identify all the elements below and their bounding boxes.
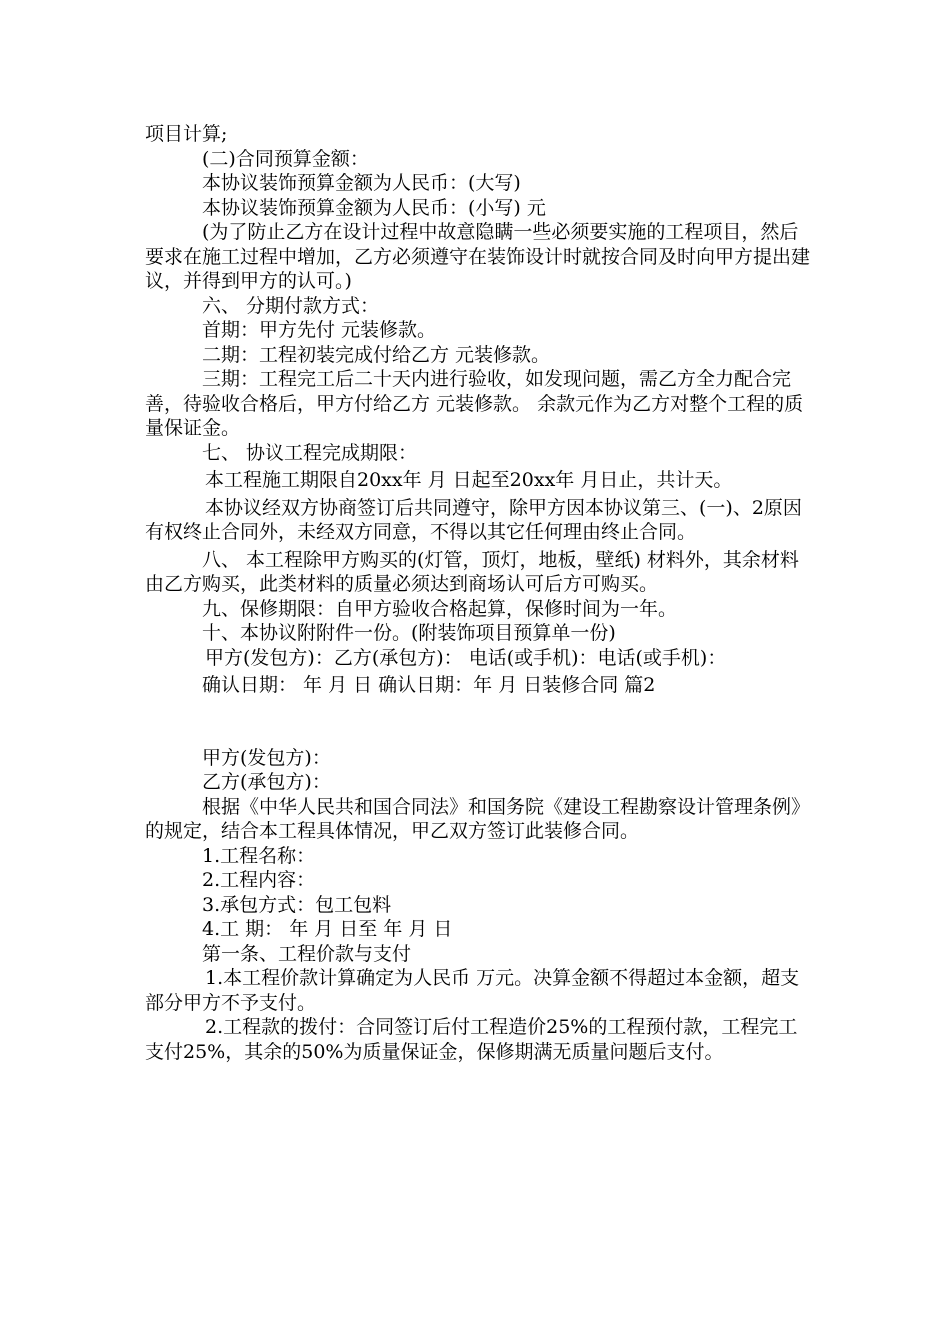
paragraph: 项目计算; (145, 123, 228, 145)
paragraph: 本协议装饰预算金额为人民币：(大写) (202, 172, 521, 194)
paragraph: 本协议经双方协商签订后共同遵守，除甲方因本协议第三、(一)、2原因有权终止合同外，未经双方同意，不得以其它任何理由终止合同。 (145, 496, 802, 543)
paragraph: (为了防止乙方在设计过程中故意隐瞒一些必须要实施的工程项目，然后要求在施工过程中增加，乙方必须遵守在装饰设计时就按合同及时向甲方提出建议，并得到甲方的认可。) (145, 221, 811, 292)
contract-section-1 (145, 122, 813, 698)
paragraph: 八、 本工程除甲方购买的(灯管，顶灯，地板，壁纸) 材料外，其余材料由乙方购买，此类材料的质量必须达到商场认可后方可购买。 (145, 548, 799, 595)
document-body (145, 122, 813, 1064)
paragraph: 甲方(发包方)： (202, 746, 331, 769)
paragraph: 1.本工程价款计算确定为人民币 万元。决算金额不得超过本金额，超支部分甲方不予支付。 (145, 967, 800, 1014)
paragraph: 2.工程内容： (202, 869, 316, 891)
paragraph: 二期：工程初装完成付给乙方 元装修款。 (202, 343, 551, 366)
paragraph: 三期：工程完工后二十天内进行验收，如发现问题，需乙方全力配合完善，待验收合格后，甲方付给乙方 元装修款。 余款元作为乙方对整个工程的质量保证金。 (145, 368, 804, 439)
paragraph: 3.承包方式：包工包料 (202, 893, 392, 916)
paragraph: 十、本协议附附件一份。(附装饰项目预算单一份) (202, 622, 616, 644)
paragraph: 本协议装饰预算金额为人民币：(小写) 元 (202, 196, 546, 219)
paragraph: 甲方(发包方)：乙方(承包方)： 电话(或手机)：电话(或手机)： (205, 646, 727, 669)
paragraph: 乙方(承包方)： (202, 771, 331, 793)
paragraph: 首期：甲方先付 元装修款。 (202, 319, 437, 341)
paragraph: 六、 分期付款方式： (202, 294, 380, 317)
paragraph: (二)合同预算金额： (202, 147, 369, 170)
section-spacer (145, 698, 813, 746)
paragraph: 根据《中华人民共和国合同法》和国务院《建设工程勘察设计管理条例》的规定，结合本工程具体情况，甲乙双方签订此装修合同。 (145, 795, 811, 842)
paragraph: 七、 协议工程完成期限： (202, 441, 418, 464)
paragraph: 确认日期： 年 月 日 确认日期：年 月 日装修合同 篇2 (202, 674, 656, 696)
paragraph: 本工程施工期限自20xx年 月 日起至20xx年 月日止，共计天。 (205, 469, 733, 491)
paragraph: 4.工 期： 年 月 日至 年 月 日 (202, 918, 453, 940)
paragraph: 九、保修期限：自甲方验收合格起算，保修时间为一年。 (202, 597, 678, 620)
paragraph: 2.工程款的拨付：合同签订后付工程造价25%的工程预付款，工程完工支付25%，其余的50%为质量保证金，保修期满无质量问题后支付。 (145, 1016, 798, 1063)
contract-section-2 (145, 746, 813, 1065)
paragraph: 1.工程名称： (202, 844, 316, 867)
paragraph: 第一条、工程价款与支付 (202, 942, 412, 965)
